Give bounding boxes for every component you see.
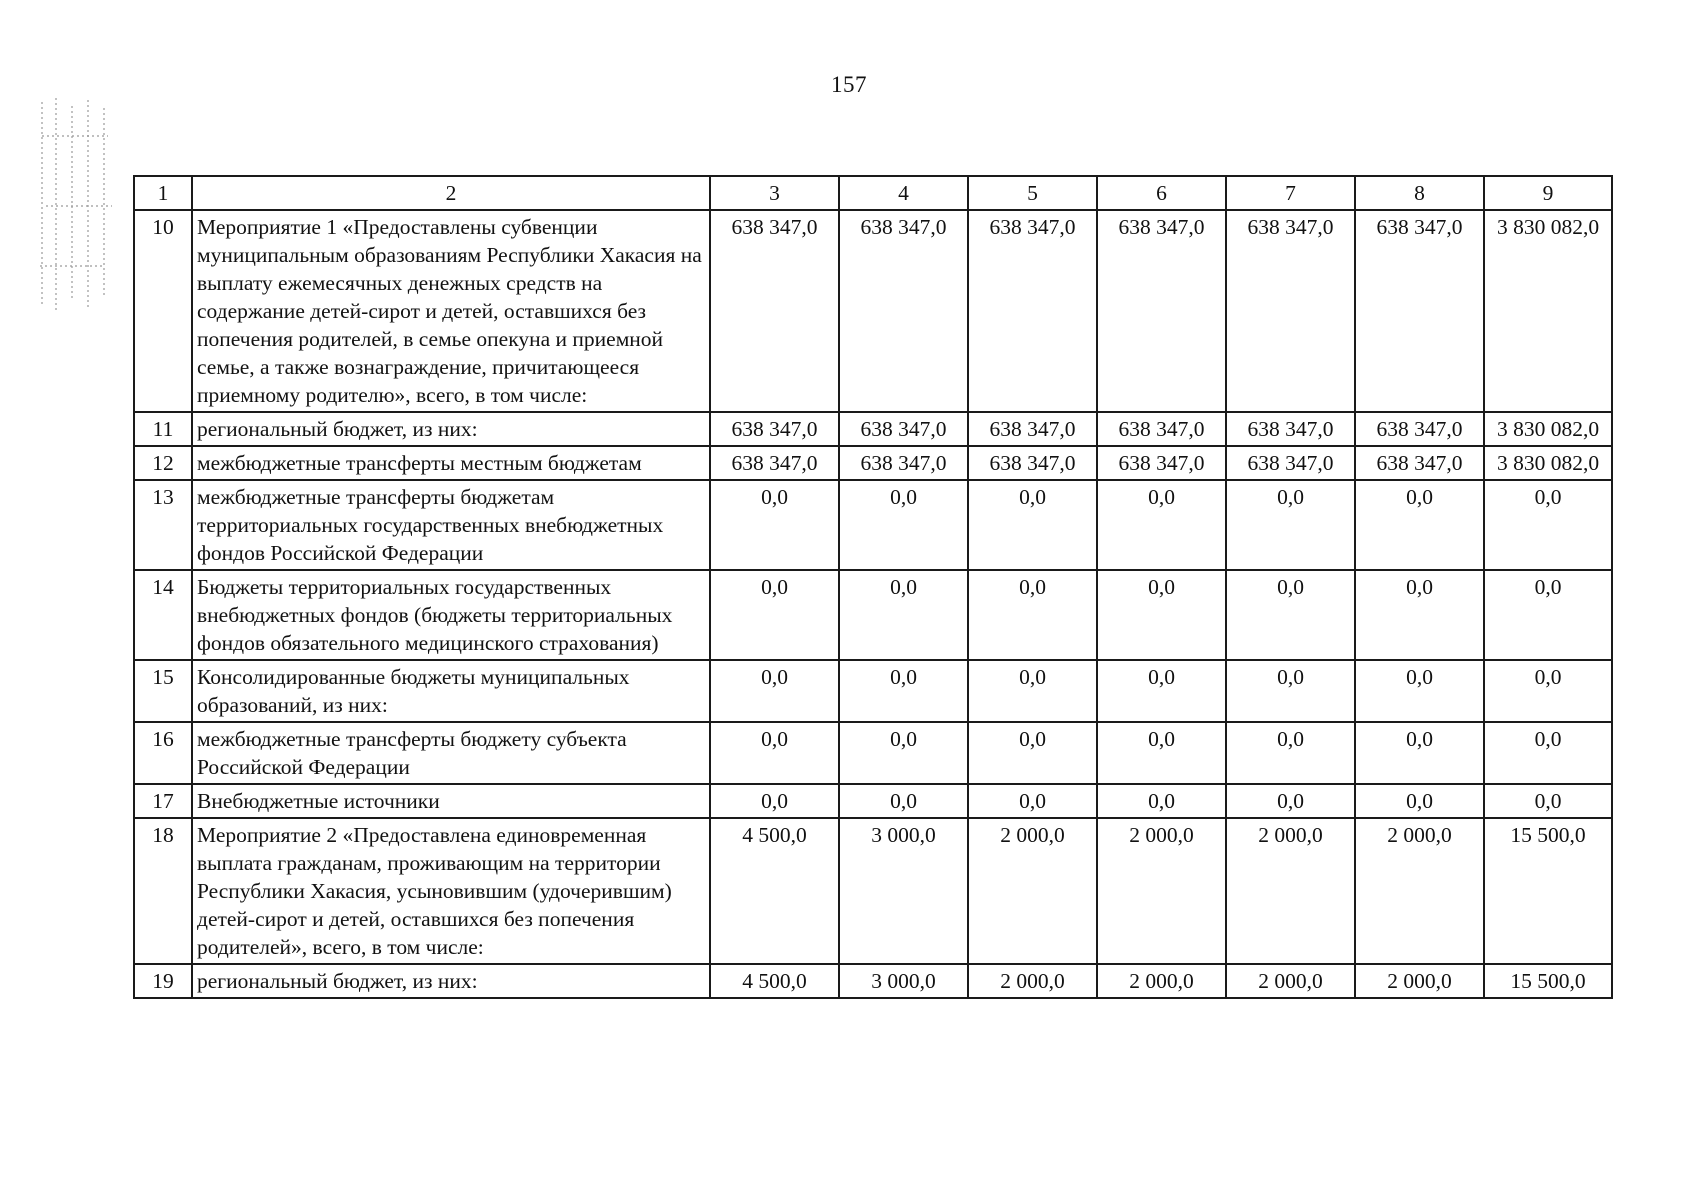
table-row: [134, 964, 1612, 998]
header-cell: 5: [968, 176, 1097, 210]
value-cell: 2 000,0: [968, 964, 1097, 998]
value-cell: 3 830 082,0: [1484, 412, 1612, 446]
value-cell: 0,0: [1097, 784, 1226, 818]
value-cell: 638 347,0: [839, 412, 968, 446]
table-row: [134, 660, 1612, 722]
row-name-cell: региональный бюджет, из них:: [192, 412, 710, 446]
value-cell: 0,0: [710, 660, 839, 722]
header-cell: 1: [134, 176, 192, 210]
row-name-cell: межбюджетные трансферты местным бюджетам: [192, 446, 710, 480]
header-cell: 3: [710, 176, 839, 210]
value-cell: 638 347,0: [1355, 412, 1484, 446]
value-cell: 0,0: [1484, 480, 1612, 570]
value-cell: 0,0: [1355, 722, 1484, 784]
table-body: [134, 176, 1612, 998]
value-cell: 0,0: [1355, 480, 1484, 570]
header-cell: 8: [1355, 176, 1484, 210]
value-cell: 15 500,0: [1484, 818, 1612, 964]
table-header-row: [134, 176, 1612, 210]
row-name-cell: Мероприятие 1 «Предоставлены субвенции муниципальным образованиям Республики Хакасия на выплату ежемесячных денежных средств на содержание детей-сирот и детей, оставшихся без попечения родителей, в семье опекуна и приемной семье, а также вознаграждение, причитающееся приемному родителю», всего, в том числе:: [192, 210, 710, 412]
header-cell: 9: [1484, 176, 1612, 210]
value-cell: 0,0: [1097, 722, 1226, 784]
row-number-cell: 16: [134, 722, 192, 784]
row-number-cell: 11: [134, 412, 192, 446]
header-cell: 2: [192, 176, 710, 210]
value-cell: 2 000,0: [1226, 964, 1355, 998]
value-cell: 0,0: [968, 480, 1097, 570]
value-cell: 0,0: [968, 660, 1097, 722]
value-cell: 0,0: [1484, 784, 1612, 818]
value-cell: 0,0: [968, 784, 1097, 818]
value-cell: 0,0: [1226, 784, 1355, 818]
value-cell: 0,0: [839, 570, 968, 660]
table-row: [134, 722, 1612, 784]
table-row: [134, 446, 1612, 480]
header-cell: 4: [839, 176, 968, 210]
value-cell: 638 347,0: [839, 210, 968, 412]
value-cell: 0,0: [1484, 570, 1612, 660]
table-row: [134, 784, 1612, 818]
value-cell: 638 347,0: [1097, 210, 1226, 412]
value-cell: 0,0: [1355, 660, 1484, 722]
value-cell: 4 500,0: [710, 818, 839, 964]
row-name-cell: межбюджетные трансферты бюджету субъекта Российской Федерации: [192, 722, 710, 784]
page-number: 157: [831, 72, 867, 97]
value-cell: 638 347,0: [968, 446, 1097, 480]
value-cell: 638 347,0: [1355, 446, 1484, 480]
header-cell: 7: [1226, 176, 1355, 210]
value-cell: 2 000,0: [968, 818, 1097, 964]
value-cell: 0,0: [710, 570, 839, 660]
value-cell: 2 000,0: [1097, 818, 1226, 964]
value-cell: 0,0: [710, 480, 839, 570]
value-cell: 0,0: [839, 784, 968, 818]
value-cell: 0,0: [1226, 660, 1355, 722]
value-cell: 0,0: [1226, 480, 1355, 570]
budget-table: [133, 175, 1613, 999]
value-cell: 638 347,0: [1226, 210, 1355, 412]
value-cell: 0,0: [1226, 570, 1355, 660]
value-cell: 0,0: [1484, 722, 1612, 784]
value-cell: 638 347,0: [1355, 210, 1484, 412]
value-cell: 15 500,0: [1484, 964, 1612, 998]
value-cell: 3 000,0: [839, 818, 968, 964]
table-row: [134, 570, 1612, 660]
value-cell: 0,0: [839, 480, 968, 570]
row-name-cell: Внебюджетные источники: [192, 784, 710, 818]
value-cell: 638 347,0: [710, 412, 839, 446]
value-cell: 3 830 082,0: [1484, 446, 1612, 480]
value-cell: 2 000,0: [1355, 964, 1484, 998]
value-cell: 638 347,0: [710, 210, 839, 412]
row-number-cell: 15: [134, 660, 192, 722]
value-cell: 4 500,0: [710, 964, 839, 998]
value-cell: 0,0: [1484, 660, 1612, 722]
value-cell: 638 347,0: [1226, 446, 1355, 480]
value-cell: 0,0: [1355, 784, 1484, 818]
value-cell: 0,0: [968, 722, 1097, 784]
table-row: [134, 480, 1612, 570]
value-cell: 0,0: [1226, 722, 1355, 784]
table-row: [134, 818, 1612, 964]
value-cell: 638 347,0: [1097, 412, 1226, 446]
row-name-cell: Консолидированные бюджеты муниципальных образований, из них:: [192, 660, 710, 722]
value-cell: 3 000,0: [839, 964, 968, 998]
value-cell: 0,0: [1355, 570, 1484, 660]
value-cell: 638 347,0: [839, 446, 968, 480]
value-cell: 0,0: [968, 570, 1097, 660]
value-cell: 638 347,0: [1097, 446, 1226, 480]
row-number-cell: 13: [134, 480, 192, 570]
table-row: [134, 210, 1612, 412]
value-cell: 0,0: [839, 660, 968, 722]
row-name-cell: Мероприятие 2 «Предоставлена единовременная выплата гражданам, проживающим на территории Республики Хакасия, усыновившим (удочерившим) детей-сирот и детей, оставшихся без попечения родителей», всего, в том числе:: [192, 818, 710, 964]
value-cell: 2 000,0: [1355, 818, 1484, 964]
value-cell: 0,0: [1097, 570, 1226, 660]
value-cell: 638 347,0: [968, 412, 1097, 446]
value-cell: 638 347,0: [1226, 412, 1355, 446]
row-name-cell: региональный бюджет, из них:: [192, 964, 710, 998]
table-row: [134, 412, 1612, 446]
value-cell: 0,0: [1097, 660, 1226, 722]
value-cell: 0,0: [1097, 480, 1226, 570]
row-number-cell: 12: [134, 446, 192, 480]
row-number-cell: 14: [134, 570, 192, 660]
row-number-cell: 19: [134, 964, 192, 998]
value-cell: 3 830 082,0: [1484, 210, 1612, 412]
row-number-cell: 10: [134, 210, 192, 412]
row-number-cell: 18: [134, 818, 192, 964]
row-name-cell: межбюджетные трансферты бюджетам территориальных государственных внебюджетных фондов Российской Федерации: [192, 480, 710, 570]
value-cell: 638 347,0: [710, 446, 839, 480]
row-name-cell: Бюджеты территориальных государственных внебюджетных фондов (бюджеты территориальных фондов обязательного медицинского страхования): [192, 570, 710, 660]
value-cell: 0,0: [710, 784, 839, 818]
value-cell: 0,0: [839, 722, 968, 784]
header-cell: 6: [1097, 176, 1226, 210]
value-cell: 0,0: [710, 722, 839, 784]
margin-scan-marks: [38, 96, 116, 316]
value-cell: 2 000,0: [1097, 964, 1226, 998]
value-cell: 2 000,0: [1226, 818, 1355, 964]
value-cell: 638 347,0: [968, 210, 1097, 412]
row-number-cell: 17: [134, 784, 192, 818]
